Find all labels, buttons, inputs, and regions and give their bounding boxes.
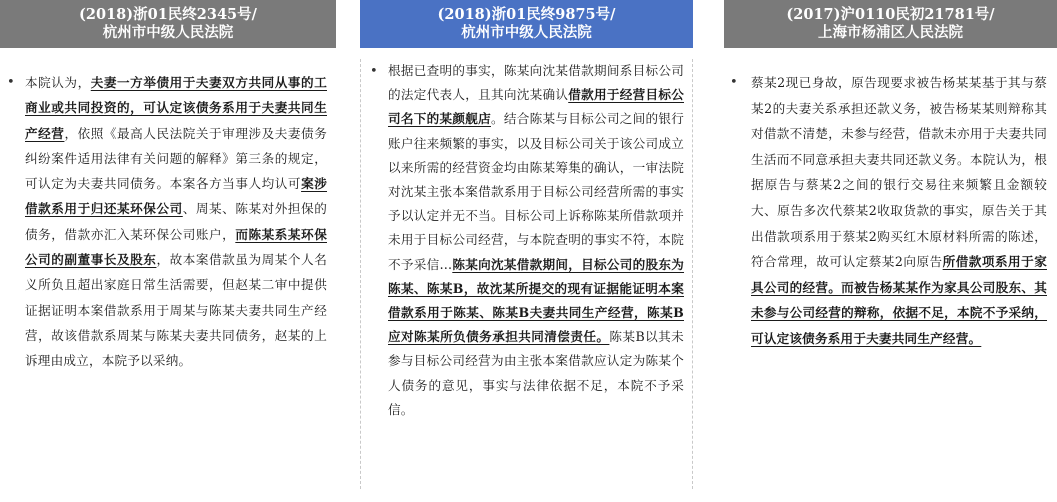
case-excerpt (360, 59, 693, 489)
excerpt-text (0, 70, 336, 374)
column-case-9875 (360, 0, 693, 489)
case-header (360, 0, 693, 48)
text-segment: 。结合陈某与目标公司之间的银行账户往来频繁的事实，以及目标公司关于该公司成立以来所需的经营资金均由陈某筹集的确认，一审法院对沈某主张本案借款系用于目标公司经营所需的事实予以认定并无不当。目标公司上诉称陈某所借款项并未用于目标公司经营，与本院查明的事实不符，本院不予采信… (388, 111, 684, 272)
highlight-segment: 而陈某系某环保公司的副董事长及股东 (25, 226, 327, 268)
text-segment: 根据已查明的事实，陈某向沈某借款期间系目标公司的法定代表人，且其向沈某确认 (388, 63, 684, 103)
column-case-21781 (724, 0, 1057, 352)
highlight-segment: 所借款项系用于家具公司的经营。而被告杨某某作为家具公司股东、其未参与公司经营的辩称，依据不足，本院不予采纳，可认定该债务系用于夫妻共同生产经营。 (751, 254, 1047, 346)
bullet-icon: • (7, 75, 15, 90)
bullet-icon: • (730, 75, 738, 90)
text-segment: 、周某、陈某对外担保的债务，借款亦汇入某环保公司账户， (25, 201, 327, 242)
text-segment: ，依照《最高人民法院关于审理涉及夫妻债务纠纷案件适用法律有关问题的解释》第三条的规定，可认定为夫妻共同债务。本案各方当事人均认可 (25, 125, 327, 192)
highlight-segment: 借款用于经营目标公司名下的某颜舰店 (388, 87, 684, 127)
case-excerpt (0, 70, 336, 374)
text-segment: 陈某B以其未参与目标公司经营为由主张本案借款应认定为陈某个人债务的意见，事实与法律依据不足，本院不予采信。 (388, 329, 684, 417)
highlight-segment: 夫妻一方举债用于夫妻双方共同从事的工商业或共同投资的，可认定该债务系用于夫妻共同生产经营 (25, 75, 327, 141)
court-name: 上海市杨浦区人民法院 (818, 24, 963, 41)
case-number: (2018)浙01民终9875号/ (437, 6, 616, 23)
case-excerpt (724, 70, 1057, 352)
column-case-2345 (0, 0, 336, 374)
highlight-segment: 陈某向沈某借款期间，目标公司的股东为陈某、陈某B，故沈某所提交的现有证据能证明本案借款系用于陈某、陈某B夫妻共同生产经营，陈某B应对陈某所负债务承担共同清偿责任。 (388, 256, 685, 345)
case-number: (2017)沪0110民初21781号/ (786, 6, 995, 23)
excerpt-text (361, 59, 692, 422)
text-segment: ，故本案借款虽为周某个人名义所负且超出家庭日常生活需要，但赵某二审中提供证据证明本案借款系用于周某与陈某夫妻共同生产经营，故该借款系周某与陈某夫妻共同债务，赵某的上诉理由成立，本院予以采纳。 (25, 252, 327, 369)
bullet-icon: • (370, 64, 378, 79)
case-header (724, 0, 1057, 48)
excerpt-text (724, 70, 1057, 352)
text-segment: 本院认为， (25, 75, 91, 90)
case-header (0, 0, 336, 48)
court-name: 杭州市中级人民法院 (461, 24, 592, 41)
case-number: (2018)浙01民终2345号/ (79, 6, 257, 23)
highlight-segment: 案涉借款系用于归还某环保公司 (25, 176, 328, 217)
court-name: 杭州市中级人民法院 (102, 24, 234, 41)
text-segment: 蔡某2现已身故，原告现要求被告杨某某基于其与蔡某2的夫妻关系承担还款义务，被告杨某某则辩称其对借款不清楚，未参与经营，借款未亦用于夫妻共同生活而不同意承担夫妻共同还款义务。本院认为，根据原告与蔡某2之间的银行交易往来频繁且金额较大、原告多次代蔡某2收取货款的事实，原告关于其出借款项系用于蔡某2购买红木原材料所需的陈述，符合常理，故可认定蔡某2向原告 (751, 75, 1047, 270)
